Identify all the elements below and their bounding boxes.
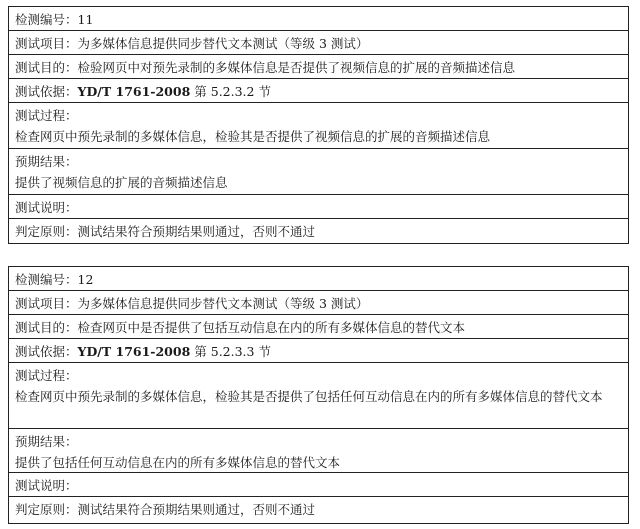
test-basis-label: 测试依据： <box>15 84 78 99</box>
test-basis-row <box>9 339 628 363</box>
test-item-label: 测试项目： <box>15 36 78 51</box>
test-item-value: 为多媒体信息提供同步替代文本测试（等级 3 测试） <box>77 36 369 51</box>
test-id-label: 检测编号： <box>15 272 78 287</box>
test-id-row <box>9 7 628 31</box>
test-criteria-value: 测试结果符合预期结果则通过，否则不通过 <box>77 224 316 239</box>
test-note-row <box>9 195 628 219</box>
test-basis-row <box>9 79 628 103</box>
test-purpose-label: 测试目的： <box>15 60 78 75</box>
test-case-card-12 <box>8 266 629 524</box>
test-criteria-label: 判定原则： <box>15 224 78 239</box>
test-id-value: 12 <box>77 272 94 287</box>
test-criteria-label: 判定原则： <box>15 502 78 517</box>
test-expected-value: 提供了包括任何互动信息在内的所有多媒体信息的替代文本 <box>15 455 341 470</box>
test-id-row <box>9 267 628 291</box>
test-item-row <box>9 31 628 55</box>
test-basis-section: 第 5.2.3.3 节 <box>194 344 271 359</box>
test-purpose-value: 检验网页中对预先录制的多媒体信息是否提供了视频信息的扩展的音频描述信息 <box>77 60 516 75</box>
test-basis-section: 第 5.2.3.2 节 <box>194 84 271 99</box>
test-purpose-value: 检查网页中是否提供了包括互动信息在内的所有多媒体信息的替代文本 <box>77 320 466 335</box>
test-note-label: 测试说明： <box>15 200 78 215</box>
test-expected-label: 预期结果： <box>15 154 78 169</box>
test-note-row <box>9 473 628 497</box>
test-basis-label: 测试依据： <box>15 344 78 359</box>
test-process-label: 测试过程： <box>15 108 78 123</box>
test-expected-row <box>9 149 628 195</box>
test-criteria-row <box>9 219 628 243</box>
test-id-label: 检测编号： <box>15 12 78 27</box>
test-item-label: 测试项目： <box>15 296 78 311</box>
test-purpose-row <box>9 315 628 339</box>
test-criteria-row <box>9 497 628 521</box>
test-process-value: 检查网页中预先录制的多媒体信息，检验其是否提供了包括任何互动信息在内的所有多媒体信息的替代文本 <box>15 389 603 404</box>
test-id-value: 11 <box>77 12 94 27</box>
test-process-value: 检查网页中预先录制的多媒体信息，检验其是否提供了视频信息的扩展的音频描述信息 <box>15 129 491 144</box>
test-expected-value: 提供了视频信息的扩展的音频描述信息 <box>15 175 228 190</box>
test-note-label: 测试说明： <box>15 478 78 493</box>
test-item-value: 为多媒体信息提供同步替代文本测试（等级 3 测试） <box>77 296 369 311</box>
test-criteria-value: 测试结果符合预期结果则通过，否则不通过 <box>77 502 316 517</box>
test-purpose-row <box>9 55 628 79</box>
test-basis-standard: YD/T 1761-2008 <box>77 344 191 359</box>
test-basis-standard: YD/T 1761-2008 <box>77 84 191 99</box>
test-process-label: 测试过程： <box>15 368 78 383</box>
test-expected-row <box>9 429 628 473</box>
test-expected-label: 预期结果： <box>15 434 78 449</box>
test-case-card-11 <box>8 6 629 244</box>
test-purpose-label: 测试目的： <box>15 320 78 335</box>
test-process-row <box>9 103 628 149</box>
test-item-row <box>9 291 628 315</box>
test-process-row <box>9 363 628 429</box>
